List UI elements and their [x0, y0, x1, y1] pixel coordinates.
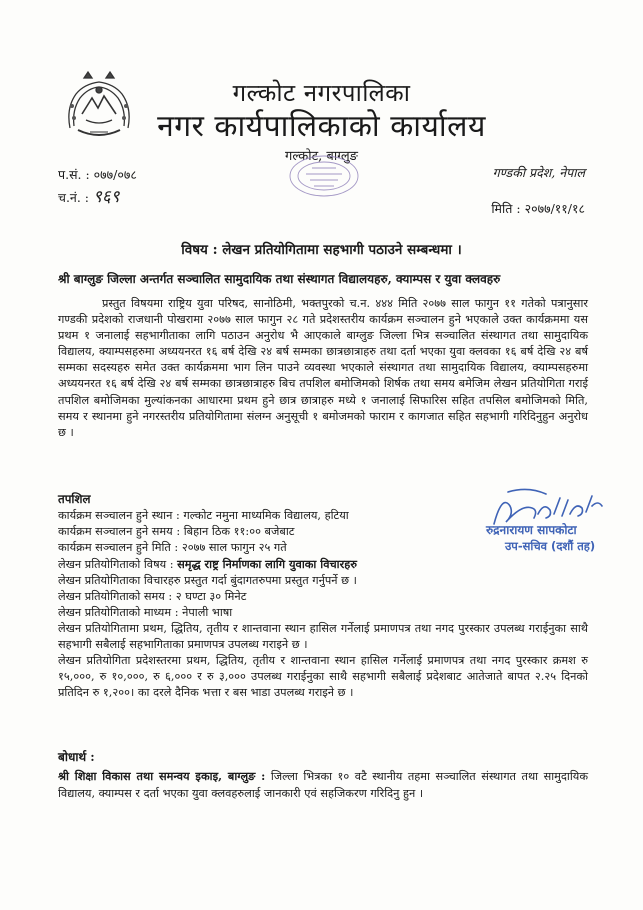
detail-date: कार्यक्रम सञ्चालन हुने मिति : २०७७ साल फागुन २५ गते: [58, 541, 287, 554]
cc-paragraph: [58, 768, 588, 802]
cc-addressee: श्री शिक्षा विकास तथा समन्वय इकाइ, बाग्लुङ :: [58, 769, 266, 783]
letter-date: [491, 200, 585, 217]
reference-number: [58, 166, 137, 183]
office-address: गल्कोट, बाग्लुङ: [285, 149, 358, 164]
subject-line: विषय : लेखन प्रतियोगितामा सहभागी पठाउने सम्बन्धमा ।: [181, 242, 462, 258]
detail-medium: लेखन प्रतियोगिताको माध्यम : नेपाली भाषा: [58, 606, 233, 619]
signer-name: रुद्रनारायण सापकोटा: [486, 523, 577, 537]
dispatch-number: [58, 184, 120, 207]
detail-topic: [58, 556, 588, 573]
cn-label: च.नं. :: [58, 190, 90, 205]
signer-designation: उप-सचिव (दशौं तह): [505, 539, 596, 553]
cn-value: ९६९: [93, 187, 120, 207]
recipient-line: श्री बाग्लुङ जिल्ला अन्तर्गत सञ्चालित सामुदायिक तथा संस्थागत विद्यालयहरु, क्याम्पस र युवा क्लवहरु: [58, 272, 501, 286]
detail-presentation: लेखन प्रतियोगिताका विचारहरु प्रस्तुत गर्दा बुंदागतरुपमा प्रस्तुत गर्नुपर्ने छ ।: [58, 574, 357, 587]
cc-text: जिल्ला भित्रका १० वटै स्थानीय तहमा सञ्चालित संस्थागत तथा सामुदायिक विद्यालय, क्याम्पस र दर्ता भएका युवा क्लवहरुलाई जानकारी एवं सहजिकरण गरिदिनु हुन ।: [58, 770, 588, 800]
detail-duration: लेखन प्रतियोगिताको समय : २ घण्टा ३० मिनेट: [58, 590, 247, 603]
ps-label: प.सं. :: [58, 167, 90, 182]
office-seal-stamp: [284, 152, 364, 200]
date-label: मिति :: [491, 201, 521, 216]
province-line: गण्डकी प्रदेश, नेपाल: [492, 165, 585, 180]
ps-value: ०७७/०७८: [93, 167, 137, 182]
date-value: २०७७/११/१८: [524, 201, 585, 216]
cc-heading: बोधार्थ :: [58, 750, 95, 764]
detail-time: कार्यक्रम सञ्चालन हुने समय : बिहान ठिक ११:०० बजेबाट: [58, 525, 295, 538]
detail-prize-municipal: लेखन प्रतियोगितामा प्रथम, द्धितिय, तृतीय र शान्तवाना स्थान हासिल गर्नेलाई प्रमाणपत्र तथा नगद पुरस्कार उपलब्ध गराईनुका साथै सहभागी सबैलाई सहभागिताका प्रमाणपत्र उपलब्ध गराइने छ ।: [58, 622, 588, 651]
tapsil-heading: तपशिल: [58, 492, 91, 506]
topic-label: लेखन प्रतियोगिताको विषय :: [58, 558, 174, 571]
detail-prize-provincial: लेखन प्रतियोगिता प्रदेशस्तरमा प्रथम, द्धितिय, तृतीय र शान्तवाना स्थान हासिल गर्नेलाई प्रमाणपत्र तथा नगद पुरस्कार क्रमश रु १५,०००, रु १०,०००, रु ६,००० र रु ३,००० उपलब्ध गराईनुका साथै सहभागी सबैलाई प्रदेशबाट आतेजाते बापत २.२५ दिनको प्रतिदिन रु १,२००। का दरले दैनिक भत्ता र बस भाडा उपलब्ध गराइने छ ।: [58, 654, 588, 699]
topic-value: समृद्ध राष्ट्र निर्माणका लागि युवाका विचारहरु: [177, 557, 357, 571]
body-paragraph: प्रस्तुत विषयमा राष्ट्रिय युवा परिषद, सानोठिमी, भक्तपुरको च.न. ४४४ मिति २०७७ साल फागुन ११ गतेको पत्रानुसार गण्डकी प्रदेशको राजधानी पोखरामा २०७७ साल फागुन २८ गते प्रदेशस्तरीय कार्यक्रम सञ्चालन हुने भएकाले उक्त कार्यक्रममा यस प्रथम १ जनालाई सहभागीताका लागि पठाउन अनुरोध भै आएकाले बाग्लुङ जिल्ला भित्र सञ्चालित संस्थागत तथा सामुदायिक विद्यालय, क्याम्पसहरुमा अध्ययनरत १६ बर्ष देखि २४ बर्ष सम्मका छात्रछात्राहरु तथा दर्ता भएका युवा क्लवका १६ बर्ष देखि २४ बर्ष सम्मका सदस्यहरु समेत उक्त कार्यक्रममा भाग लिन पाउने व्यवस्था भएकाले संस्थागत तथा सामुदायिक विद्यालय, क्याम्पसहरुमा अध्ययनरत १६ बर्ष देखि २४ बर्ष सम्मका छात्रछात्राहरु बिच तपशिल बमोजिमको शिर्षक तथा समय बमेजिम लेखन प्रतियोगिता गराई तपशिल बमोजिमका मुल्यांकनका आधारमा प्रथम हुने छात्र छात्राहरु मध्ये १ जनालाई सिफारिस सहित तपसिल बमोजिमको मिति, समय र स्थानमा हुने नगरस्तरीय प्रतियोगितामा संलग्न अनुसूची १ बमोजमको फाराम र कागजात सहित सहभागी गरिदिनुहुन अनुरोध छ ।: [58, 297, 588, 439]
office-title: नगर कार्यपालिकाको कार्यालय: [157, 109, 486, 144]
municipality-name: गल्कोट नगरपालिका: [232, 79, 411, 107]
detail-venue: कार्यक्रम सञ्चालन हुने स्थान : गल्कोट नमुना माध्यमिक विद्यालय, हटिया: [58, 509, 349, 522]
